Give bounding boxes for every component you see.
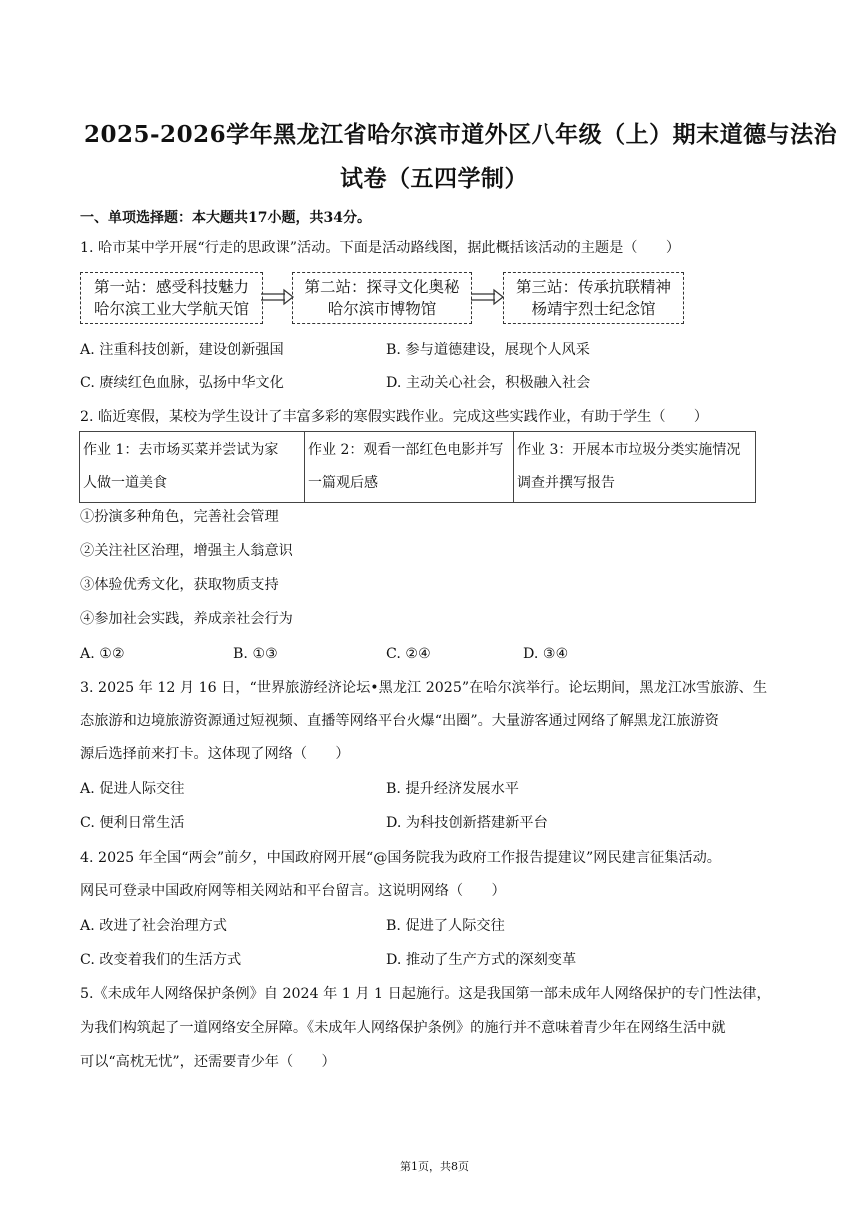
q3-option-a: A. 促进人际交往 bbox=[80, 781, 185, 797]
q2-statement-4: ④参加社会实践，养成亲社会行为 bbox=[80, 611, 293, 627]
question-5-line1: 5.《未成年人网络保护条例》自 2024 年 1 月 1 日起施行。这是我国第一部未成年人网络保护的专门性法律， bbox=[80, 986, 771, 1002]
question-4-line1: 4. 2025 年全国“两会”前夕，中国政府网开展“@国务院我为政府工作报告提建议”网民建言征集活动。 bbox=[80, 850, 721, 866]
question-4-line2: 网民可登录中国政府网等相关网站和平台留言。这说明网络（ ） bbox=[80, 883, 506, 899]
q2-statement-2: ②关注社区治理，增强主人翁意识 bbox=[80, 543, 293, 559]
cell-line: 作业 3：开展本市垃圾分类实施情况 bbox=[517, 442, 741, 458]
q3-option-c: C. 便利日常生活 bbox=[80, 815, 185, 831]
route-arrow-icon bbox=[469, 288, 505, 308]
q1-option-a: A. 注重科技创新，建设创新强国 bbox=[80, 342, 284, 358]
page-footer: 第1页，共8页 bbox=[400, 1160, 469, 1173]
table-cell bbox=[514, 432, 756, 503]
homework-table bbox=[79, 431, 756, 503]
q3-option-b: B. 提升经济发展水平 bbox=[386, 781, 519, 797]
route-station-3 bbox=[503, 272, 684, 324]
question-1-stem: 1. 哈市某中学开展“行走的思政课”活动。下面是活动路线图，据此概括该活动的主题是（ ） bbox=[80, 240, 681, 256]
page-title-line2: 试卷（五四学制） bbox=[340, 165, 528, 192]
q2-statement-3: ③体验优秀文化，获取物质支持 bbox=[80, 577, 279, 593]
cell-line: 作业 1：去市场买菜并尝试为家 bbox=[83, 442, 279, 458]
question-5-line3: 可以“高枕无忧”，还需要青少年（ ） bbox=[80, 1054, 336, 1070]
question-2-stem: 2. 临近寒假，某校为学生设计了丰富多彩的寒假实践作业。完成这些实践作业，有助于学生（ ） bbox=[80, 409, 709, 425]
q2-option-d: D. ③④ bbox=[523, 646, 569, 662]
question-3-line2: 态旅游和边境旅游资源通过短视频、直播等网络平台火爆“出圈”。大量游客通过网络了解黑龙江旅游资 bbox=[80, 713, 719, 729]
route-arrow-icon bbox=[259, 288, 295, 308]
page-title: 2025-2026学年黑龙江省哈尔滨市道外区八年级（上）期末道德与法治 bbox=[84, 121, 838, 148]
route-station-1 bbox=[80, 272, 263, 324]
q1-option-b: B. 参与道德建设，展现个人风采 bbox=[386, 342, 590, 358]
station-2-place: 哈尔滨市博物馆 bbox=[327, 300, 437, 318]
q2-option-b: B. ①③ bbox=[233, 646, 278, 662]
question-3-line3: 源后选择前来打卡。这体现了网络（ ） bbox=[80, 746, 350, 762]
table-cell bbox=[80, 432, 305, 503]
q4-option-a: A. 改进了社会治理方式 bbox=[80, 918, 227, 934]
station-1-title: 第一站：感受科技魅力 bbox=[93, 278, 249, 296]
q1-option-c: C. 赓续红色血脉，弘扬中华文化 bbox=[80, 375, 284, 391]
q4-option-d: D. 推动了生产方式的深刻变革 bbox=[386, 952, 577, 968]
cell-line: 人做一道美食 bbox=[83, 475, 167, 491]
q3-option-d: D. 为科技创新搭建新平台 bbox=[386, 815, 548, 831]
q4-option-c: C. 改变着我们的生活方式 bbox=[80, 952, 242, 968]
station-3-place: 杨靖宇烈士纪念馆 bbox=[531, 300, 656, 318]
q2-statement-1: ①扮演多种角色，完善社会管理 bbox=[80, 509, 279, 525]
cell-line: 调查并撰写报告 bbox=[517, 475, 615, 491]
question-5-line2: 为我们构筑起了一道网络安全屏障。《未成年人网络保护条例》的施行并不意味着青少年在网络生活中就 bbox=[80, 1020, 726, 1036]
station-2-title: 第二站：探寻文化奥秘 bbox=[304, 278, 460, 296]
q1-option-d: D. 主动关心社会，积极融入社会 bbox=[386, 375, 591, 391]
table-cell bbox=[305, 432, 514, 503]
cell-line: 作业 2：观看一部红色电影并写 bbox=[308, 442, 504, 458]
q2-option-a: A. ①② bbox=[80, 646, 125, 662]
section-heading: 一、单项选择题：本大题共17小题，共34分。 bbox=[80, 210, 371, 226]
cell-line: 一篇观后感 bbox=[308, 475, 378, 491]
q4-option-b: B. 促进了人际交往 bbox=[386, 918, 505, 934]
station-1-place: 哈尔滨工业大学航天馆 bbox=[93, 300, 249, 318]
station-3-title: 第三站：传承抗联精神 bbox=[515, 278, 671, 296]
q2-option-c: C. ②④ bbox=[386, 646, 431, 662]
table-row bbox=[80, 432, 756, 503]
question-3-line1: 3. 2025 年 12 月 16 日，“世界旅游经济论坛•黑龙江 2025”在哈尔滨举行。论坛期间，黑龙江冰雪旅游、生 bbox=[80, 680, 768, 696]
route-station-2 bbox=[292, 272, 472, 324]
